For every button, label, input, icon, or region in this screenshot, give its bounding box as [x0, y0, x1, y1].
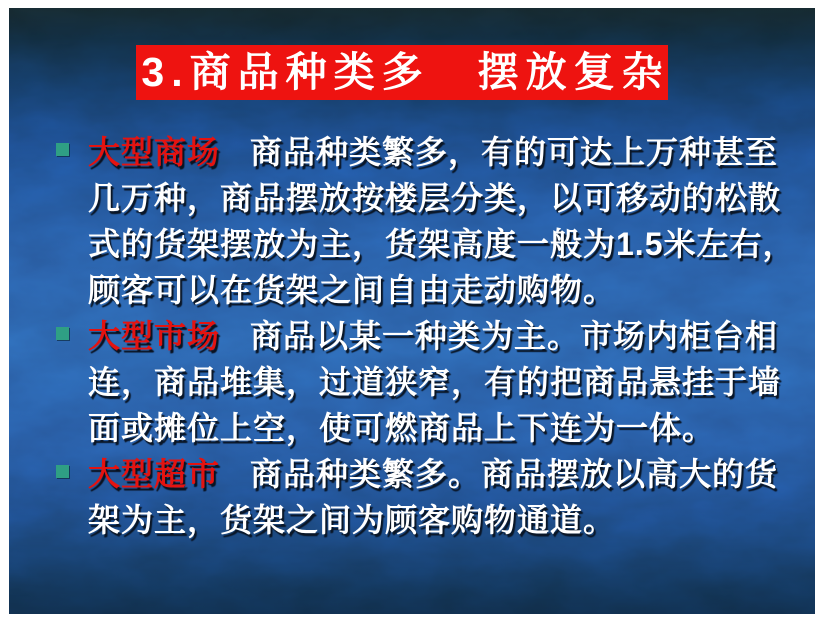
bullet-square-icon [56, 327, 69, 340]
bullet-text: 商品以某一种类为主。市场内柜台相连，商品堆集，过道狭窄，有的把商品悬挂于墙面或摊位上空，使可燃商品上下连为一体。 [88, 318, 782, 446]
bullet-lead: 大型市场 [88, 318, 221, 354]
bullet-list [52, 129, 802, 543]
bullet-item-market [52, 313, 802, 451]
title-banner [136, 45, 668, 100]
bullet-item-mall [52, 129, 802, 313]
bullet-text: 商品种类繁多。商品摆放以高大的货架为主，货架之间为顾客购物通道。 [88, 456, 779, 538]
bullet-item-supermarket [52, 451, 802, 543]
slide-title: 3.商品种类多 摆放复杂 [141, 49, 670, 95]
slide-background [9, 8, 815, 614]
bullet-square-icon [56, 143, 69, 156]
bullet-lead: 大型商场 [88, 134, 221, 170]
bullet-lead: 大型超市 [88, 456, 221, 492]
bullet-text: 商品种类繁多，有的可达上万种甚至几万种，商品摆放按楼层分类，以可移动的松散式的货架摆放为主，货架高度一般为1.5米左右，顾客可以在货架之间自由走动购物。 [88, 134, 796, 308]
bullet-square-icon [56, 465, 69, 478]
